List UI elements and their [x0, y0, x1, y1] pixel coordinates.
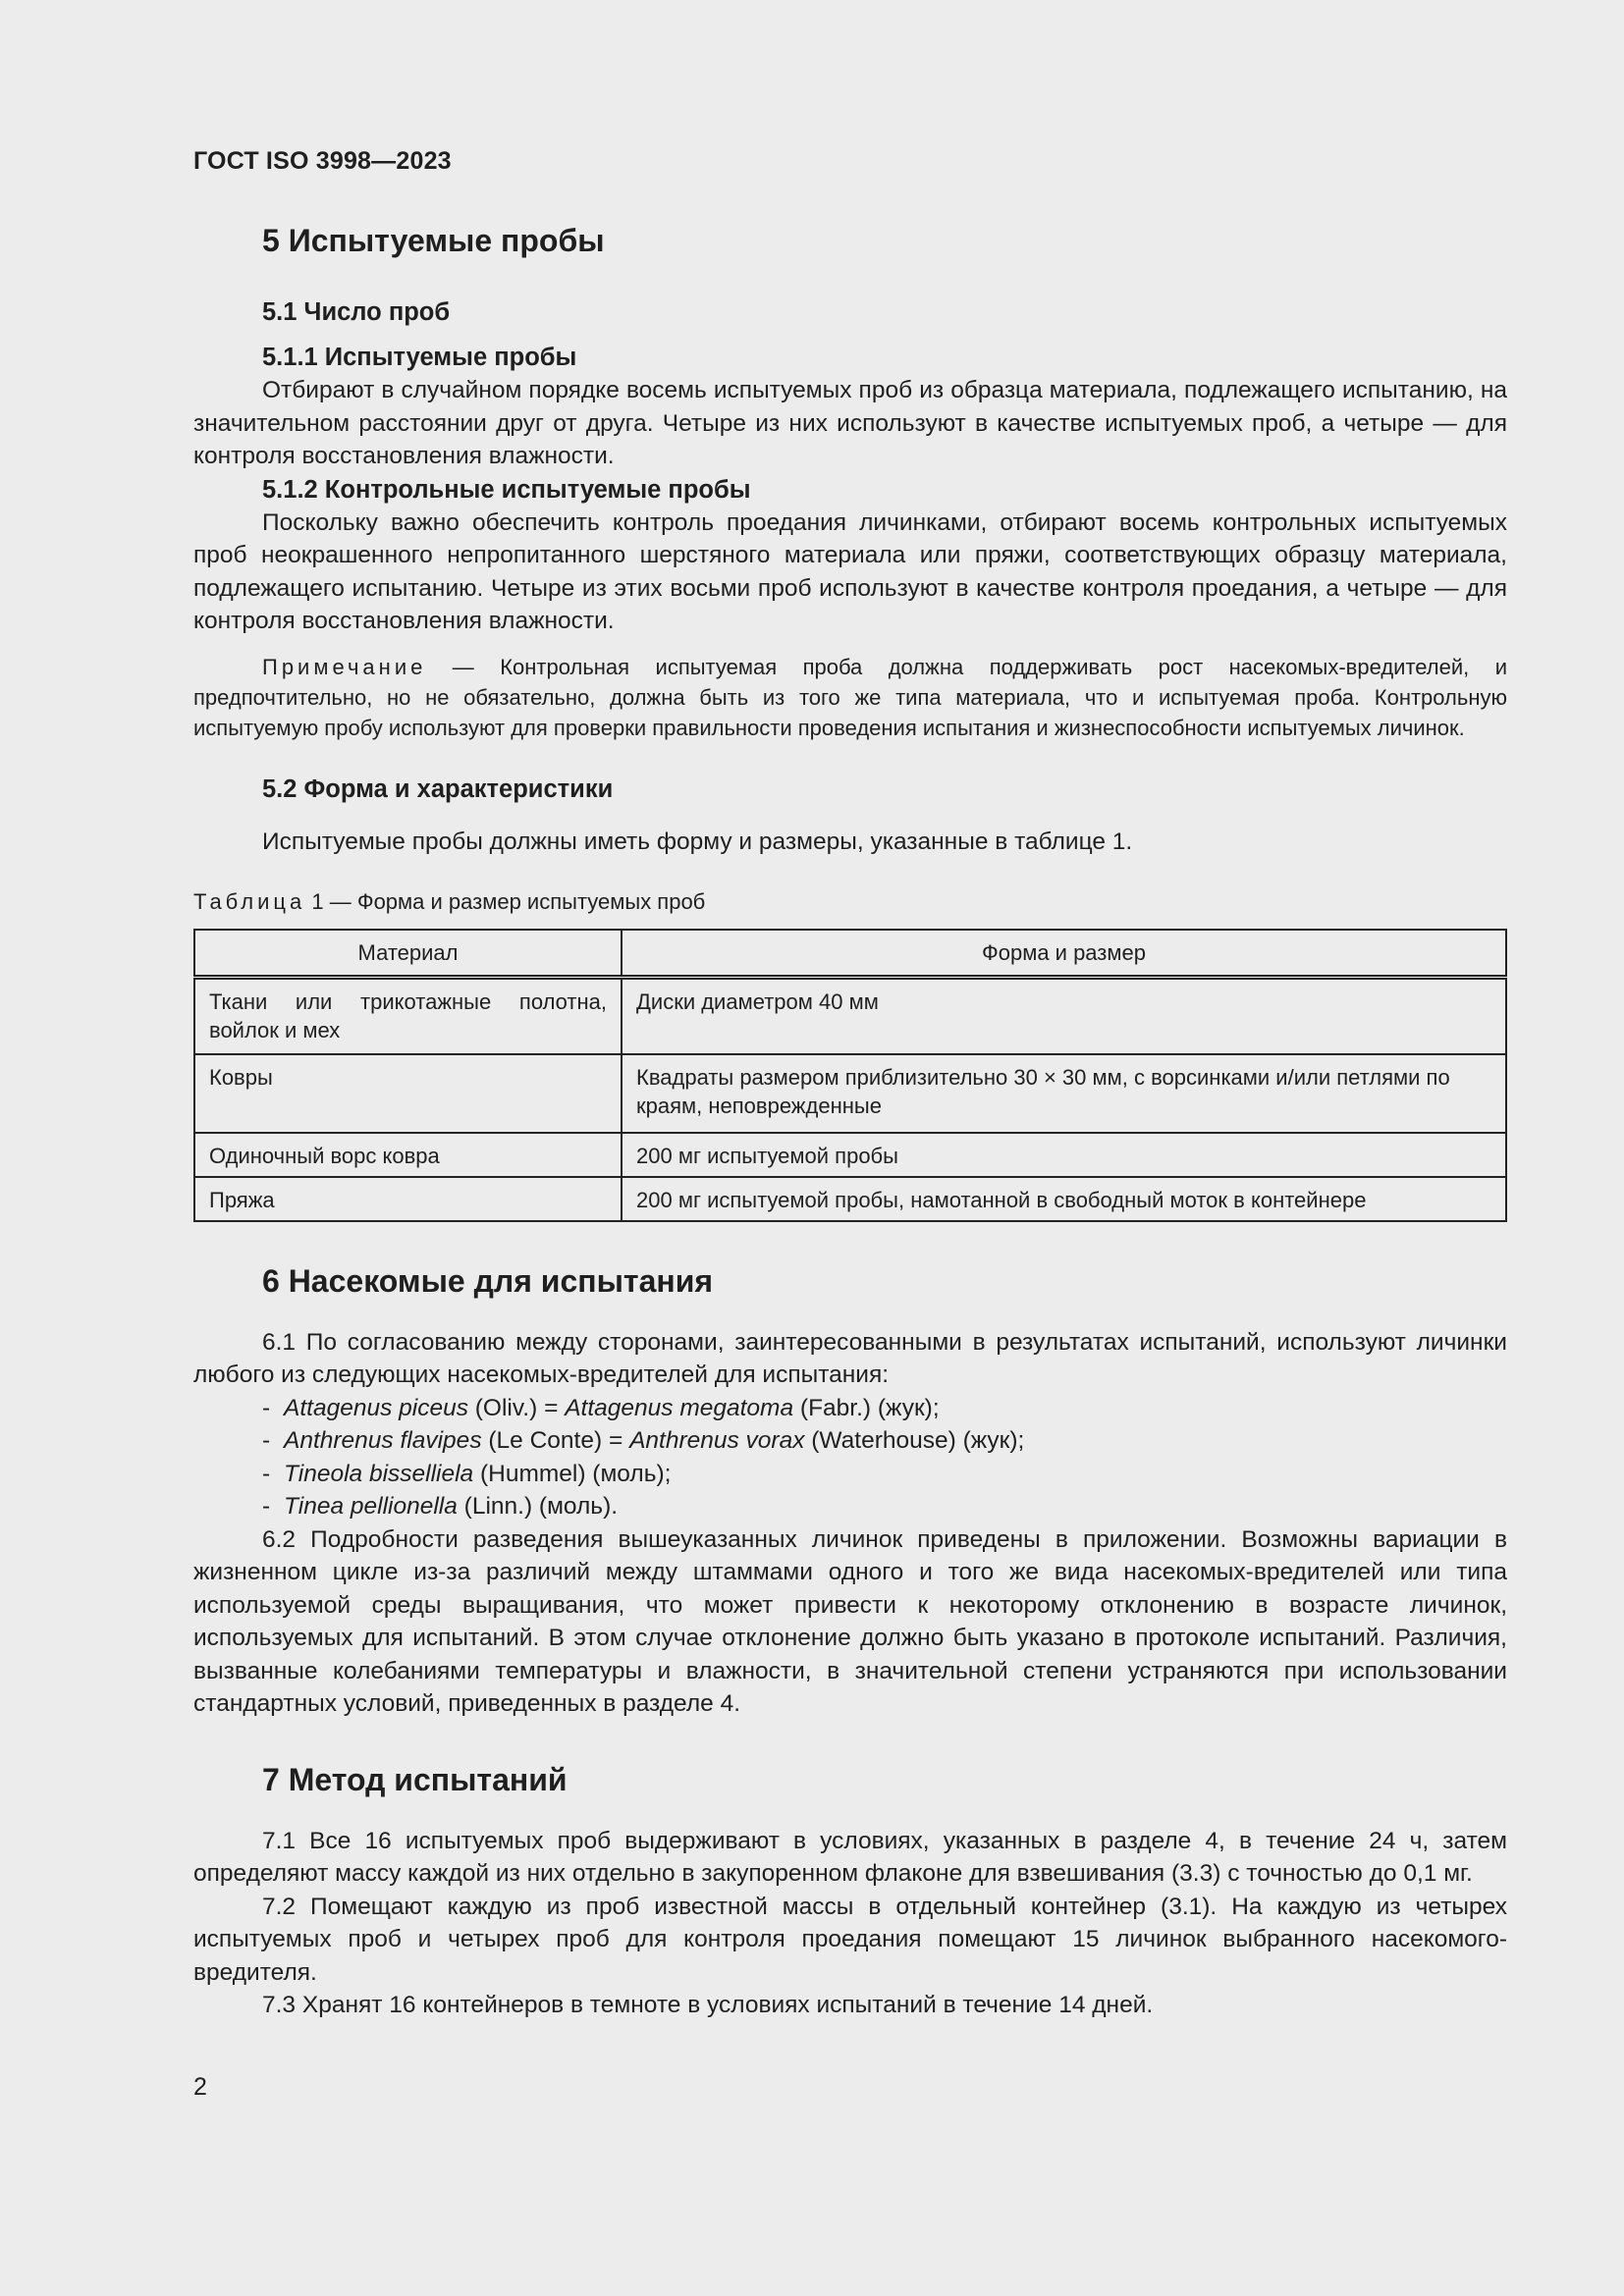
list-item: - Tinea pellionella (Linn.) (моль).	[262, 1490, 1507, 1523]
section-5-2-title: 5.2 Форма и характеристики	[262, 774, 614, 803]
table-1	[193, 929, 1507, 1222]
table-cell: Ткани или трикотажные полотна, войлок и мех	[194, 978, 622, 1054]
section-5-1-1-text: Отбирают в случайном порядке восемь испытуемых проб из образца материала, подлежащего испытанию, на значительном расстоянии друг от друга. Четыре из них используют в качестве испытуемых проб, а четыре — для контроля восстановления влажности.	[193, 377, 1507, 469]
section-5-title: 5 Испытуемые пробы	[262, 223, 605, 258]
section-6-2-text: 6.2 Подробности разведения вышеуказанных личинок приведены в приложении. Возможны вариации в жизненном цикле из-за различий между штаммами одного и того же вида насекомых-вредителей или типа используемой среды выращивания, что может привести к некоторому отклонению в возрасте личинок, используемых для испытаний. В этом случае отклонение должно быть указано в протоколе испытаний. Различия, вызванные колебаниями температуры и влажности, в значительной степени устраняются при использовании стандартных условий, приведенных в разделе 4.	[193, 1525, 1507, 1717]
section-5-1-1-title: 5.1.1 Испытуемые пробы	[262, 344, 577, 371]
table-caption	[193, 887, 1507, 917]
note-label: Примечание	[262, 654, 427, 679]
table-cell: Квадраты размером приблизительно 30 × 30 мм, с ворсинками и/или петлями по краям, неповрежденные	[622, 1054, 1506, 1133]
section-7-3-text: 7.3 Хранят 16 контейнеров в темноте в условиях испытаний в течение 14 дней.	[262, 1992, 1154, 2018]
section-7-title: 7 Метод испытаний	[262, 1761, 568, 1797]
note	[193, 652, 1507, 743]
section-6-title: 6 Насекомые для испытания	[262, 1262, 714, 1299]
section-5-1-title: 5.1 Число проб	[262, 298, 451, 326]
section-5-2-text: Испытуемые пробы должны иметь форму и размеры, указанные в таблице 1.	[262, 828, 1133, 855]
table-row	[194, 978, 1506, 1054]
table-row	[194, 1177, 1506, 1221]
note-text: — Контрольная испытуемая проба должна поддерживать рост насекомых-вредителей, и предпочтительно, но не обязательно, должна быть из того же типа материала, что и испытуемая проба. Контрольную испытуемую пробу используют для проверки правильности проведения испытания и жизнеспособности испытуемых личинок.	[193, 654, 1507, 740]
section-7-2-text: 7.2 Помещают каждую из проб известной массы в отдельный контейнер (3.1). На каждую из четырех испытуемых проб и четырех проб для контроля проедания помещают 15 личинок выбранного насекомого-вредителя.	[193, 1893, 1507, 1986]
table-header-row	[194, 930, 1506, 978]
section-6-1-text: 6.1 По согласованию между сторонами, заинтересованными в результатах испытаний, используют личинки любого из следующих насекомых-вредителей для испытания:	[193, 1328, 1507, 1388]
page-number: 2	[193, 2073, 207, 2101]
insect-list	[193, 1392, 1507, 1523]
table-cell: 200 мг испытуемой пробы, намотанной в свободный моток в контейнере	[622, 1177, 1506, 1221]
document-header: ГОСТ ISO 3998—2023	[193, 147, 452, 175]
table-caption-label: Таблица	[193, 889, 306, 914]
table-cell: Одиночный ворс ковра	[194, 1133, 622, 1177]
document-body	[193, 221, 1507, 2022]
table-cell: Пряжа	[194, 1177, 622, 1221]
list-item: - Anthrenus flavipes (Le Conte) = Anthrenus vorax (Waterhouse) (жук);	[262, 1424, 1507, 1458]
list-item: - Tineola bisselliela (Hummel) (моль);	[262, 1458, 1507, 1491]
table-row	[194, 1133, 1506, 1177]
section-7-1-text: 7.1 Все 16 испытуемых проб выдерживают в условиях, указанных в разделе 4, в течение 24 ч, затем определяют массу каждой из них отдельно в закупоренном флаконе для взвешивания (3.3) с точностью до 0,1 мг.	[193, 1827, 1507, 1887]
table-cell: Ковры	[194, 1054, 622, 1133]
table-cell: Диски диаметром 40 мм	[622, 978, 1506, 1054]
section-5-1-2-title: 5.1.2 Контрольные испытуемые пробы	[262, 475, 751, 504]
table-header-cell: Материал	[194, 930, 622, 978]
section-5-1-2-text: Поскольку важно обеспечить контроль проедания личинками, отбирают восемь контрольных испытуемых проб неокрашенного непропитанного шерстяного материала или пряжи, соответствующих образцу материала, подлежащего испытанию. Четыре из этих восьми проб используют в качестве контроля проедания, а четыре — для контроля восстановления влажности.	[193, 508, 1507, 634]
table-cell: 200 мг испытуемой пробы	[622, 1133, 1506, 1177]
table-row	[194, 1054, 1506, 1133]
table-caption-text: 1 — Форма и размер испытуемых проб	[305, 889, 706, 914]
list-item: - Attagenus piceus (Oliv.) = Attagenus megatoma (Fabr.) (жук);	[262, 1392, 1507, 1425]
table-header-cell: Форма и размер	[622, 930, 1506, 978]
